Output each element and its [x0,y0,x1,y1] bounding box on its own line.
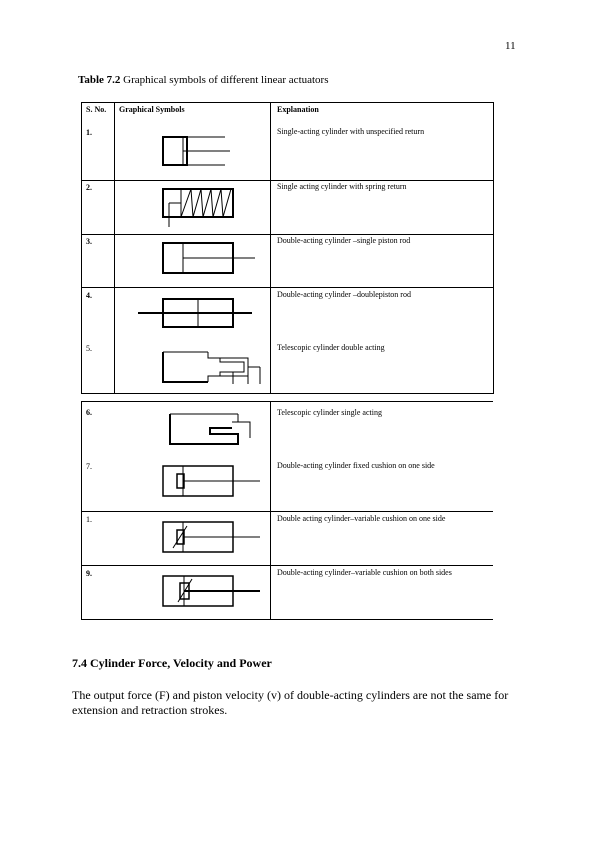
header-graphical-symbols: Graphical Symbols [119,105,185,114]
fixed-cushion-cylinder-icon [156,462,266,506]
table-caption-text: Graphical symbols of different linear actuators [123,74,329,86]
row-1-sno: 1. [86,128,92,137]
section-heading: 7.4 Cylinder Force, Velocity and Power [72,656,272,670]
page-number: 11 [505,40,516,52]
single-acting-cylinder-icon [156,133,232,169]
variable-cushion-one-side-icon [156,518,266,560]
row-9-explanation: Double-acting cylinder–variable cushion on both sides [277,568,452,577]
table-caption [78,74,329,86]
double-rod-cylinder-icon [134,295,254,331]
actuator-symbol-table-part-2 [81,401,493,620]
row-3-sno: 3. [86,237,92,246]
row-5-explanation: Telescopic cylinder double acting [277,343,385,352]
row-3-explanation: Double-acting cylinder –single piston rod [277,236,411,245]
row-7-explanation: Double-acting cylinder fixed cushion on one side [277,461,435,470]
row-2-sno: 2. [86,183,92,192]
row-1-explanation: Single-acting cylinder with unspecified return [277,127,425,136]
row-4-sno: 4. [86,291,92,300]
row-6-sno: 6. [86,408,92,417]
telescopic-single-acting-icon [162,410,262,450]
row-6-explanation: Telescopic cylinder single acting [277,408,382,417]
row-8-sno: 1. [86,515,92,524]
header-explanation: Explanation [277,105,319,114]
variable-cushion-both-sides-icon [156,572,266,616]
actuator-symbol-table-part-1 [81,102,494,394]
telescopic-double-acting-icon [156,348,266,390]
header-sno: S. No. [86,105,107,114]
spring-return-cylinder-icon [156,185,236,229]
double-acting-cylinder-icon [156,239,256,277]
row-7-sno: 7. [86,462,92,471]
row-2-explanation: Single acting cylinder with spring return [277,182,407,191]
section-paragraph: The output force (F) and piston velocity (v) of double-acting cylinders are not the same for extension and retraction strokes. [72,688,509,717]
table-caption-label: Table 7.2 [78,74,121,86]
row-5-sno: 5. [86,344,92,353]
row-8-explanation: Double acting cylinder–variable cushion on one side [277,514,446,523]
row-9-sno: 9. [86,569,92,578]
row-4-explanation: Double-acting cylinder –doublepiston rod [277,290,411,299]
